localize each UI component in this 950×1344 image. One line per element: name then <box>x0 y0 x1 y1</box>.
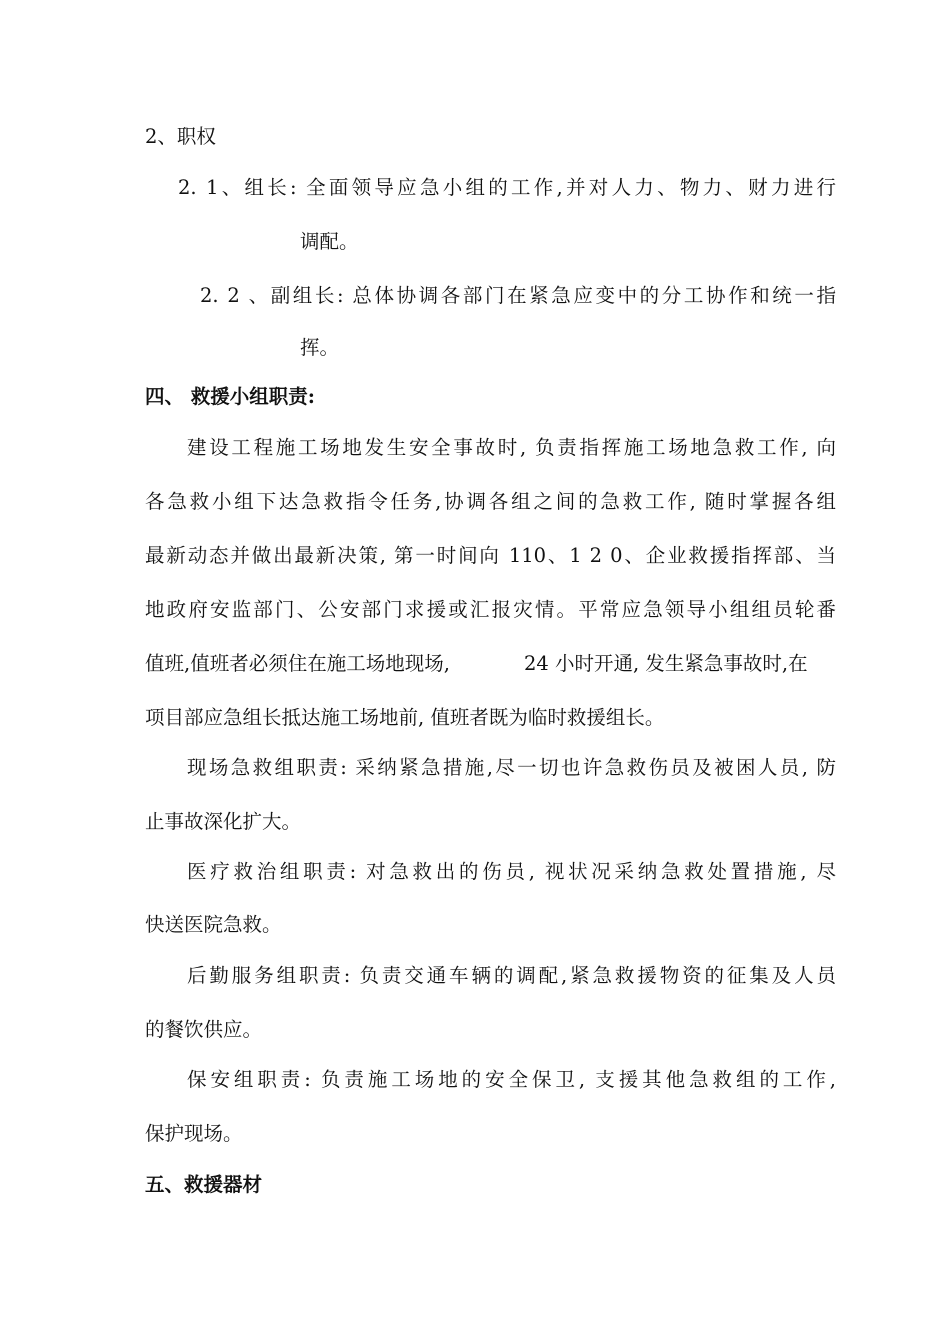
item-2-1-line1: 2. 1、组长: 全面领导应急小组的工作,并对人力、物力、财力进行 <box>178 176 836 199</box>
para2-line2: 止事故深化扩大。 <box>145 810 302 833</box>
item-2-2-line1: 2. 2 、副组长: 总体协调各部门在紧急应变中的分工协作和统一指 <box>200 284 836 307</box>
para5-line1: 保安组职责: 负责施工场地的安全保卫, 支援其他急救组的工作, <box>187 1068 836 1091</box>
para3-line2: 快送医院急救。 <box>145 913 282 936</box>
para4-line2: 的餐饮供应。 <box>145 1018 263 1041</box>
para2-line1: 现场急救组职责: 采纳紧急措施,尽一切也许急救伤员及被困人员, 防 <box>187 756 836 779</box>
para3-line1: 医疗救治组职责: 对急救出的伤员, 视状况采纳急救处置措施, 尽 <box>187 860 836 883</box>
para1-line2: 各急救小组下达急救指令任务,协调各组之间的急救工作, 随时掌握各组 <box>145 490 836 513</box>
para1-line5b: 24 小时开通, 发生紧急事故时,在 <box>524 652 808 675</box>
section4-heading: 四、 救援小组职责: <box>145 385 315 408</box>
para1-line3: 最新动态并做出最新决策, 第一时间向 110、1 2 0、企业救援指挥部、当 <box>145 544 836 567</box>
para4-line1: 后勤服务组职责: 负责交通车辆的调配,紧急救援物资的征集及人员 <box>187 964 836 987</box>
section5-heading: 五、救援器材 <box>145 1173 263 1196</box>
item-2-1-line2: 调配。 <box>300 230 359 253</box>
para1-line6: 项目部应急组长抵达施工场地前, 值班者既为临时救援组长。 <box>145 706 665 729</box>
item-2-2-line2: 挥。 <box>300 336 340 359</box>
section2-heading: 2、职权 <box>145 125 216 148</box>
para1-line1: 建设工程施工场地发生安全事故时, 负责指挥施工场地急救工作, 向 <box>187 436 836 459</box>
para5-line2: 保护现场。 <box>145 1122 243 1145</box>
para1-line5a: 值班,值班者必须住在施工场地现场, <box>145 652 450 675</box>
para1-line4: 地政府安监部门、公安部门求援或汇报灾情。平常应急领导小组组员轮番 <box>145 598 836 621</box>
